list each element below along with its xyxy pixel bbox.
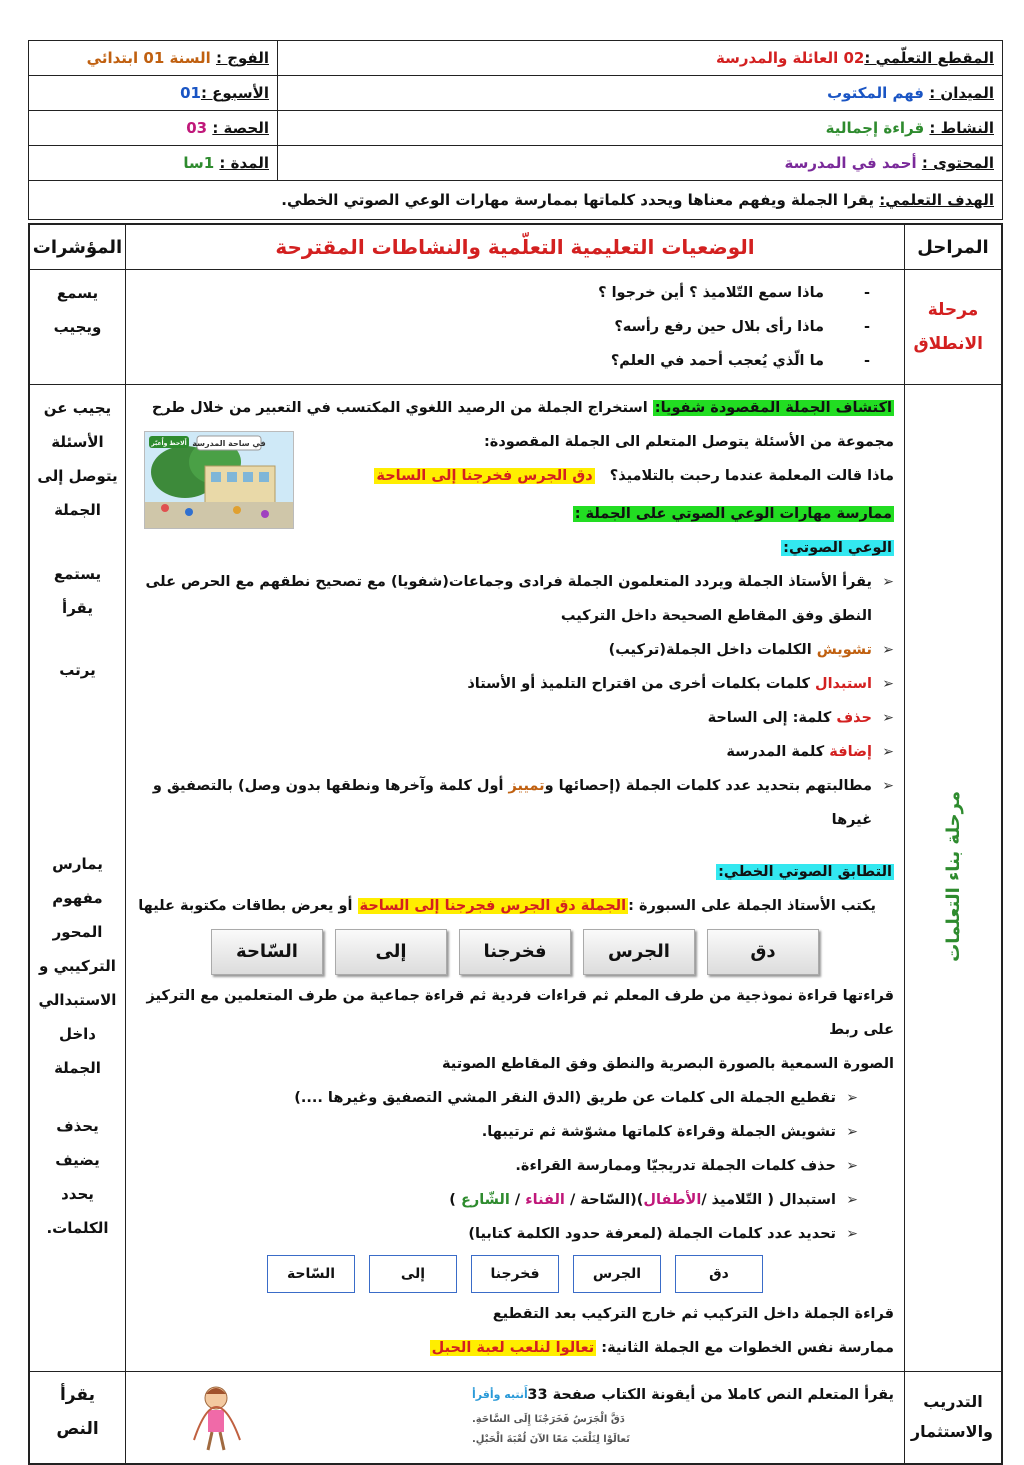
read-text: قراءتها قراءة نموذجية من طرف المعلم ثم قراءات فردية ثم قراءة جماعية من طرف المتعلمين مع التركيز على ربط [146,988,894,1038]
second-sentence: تعالوا لنلعب لعبة الحبل [431,1340,595,1356]
objective-label: الهدف التعلمي: [879,191,994,209]
book-line-1: دَقَّ الْجَرَسُ فَخَرَجْنَا إِلَى السَّاحَةِ. [472,1414,625,1425]
activity-value: قراءة إجمالية [825,119,925,137]
phon-item: ➢ تشويش الكلمات داخل الجملة(تركيب) [136,633,872,667]
phon-title: الوعي الصوتي: [783,540,892,556]
session-value: 03 [186,119,208,137]
word-card-small[interactable]: دق [675,1255,763,1293]
word-cards-large [136,929,894,975]
graph-title: التطابق الصوتي الخطي: [718,864,892,880]
duration-label: المدة : [219,154,269,172]
word-card-small[interactable]: إلى [369,1255,457,1293]
word-card[interactable]: إلى [335,929,447,975]
phon-list [136,565,894,837]
graph-sub-list [136,1081,894,1251]
indicators-header: المؤشرات [29,224,126,270]
phon-item: ➢ يقرأ الأستاذ الجملة ويردد المتعلمون الجملة فرادى وجماعات(شفويا) مع تصحيح نطقهم مع الحرص على النطق وفق المقاطع الصحيحة داخل التركيب [136,565,872,633]
duration-value: 1سا [183,154,215,172]
segment-value: 02 العائلة والمدرسة [715,49,865,67]
word-cards-small [136,1255,894,1293]
session-cell [29,111,278,146]
field-value: فهم المكتوب [827,84,924,102]
phon-item: ➢ استبدال كلمات بكلمات أخرى من اقتراح التلميذ أو الأستاذ [136,667,872,701]
build-activities [126,385,905,1372]
launch-activities [126,270,905,385]
discover-title: اكتشاف الجملة المقصودة شفويا: [654,400,892,416]
week-cell [29,76,278,111]
launch-indicators: يسمع ويجيب [29,270,126,385]
practice-activities [126,1372,905,1464]
week-value: 01 [180,84,201,102]
word-card[interactable]: الجرس [583,929,695,975]
content-cell [278,146,1003,181]
read-text-2: الصورة السمعية بالصورة البصرية والنطق وفق المقاطع الصوتية [442,1056,894,1072]
graph-sub-item: ➢ استبدال ( التّلاميذ /الأطفال)(السّاحة / الفناء / الشّارع ) [136,1183,836,1217]
graph-sub-item: ➢ حذف كلمات الجملة تدريجيّا وممارسة القراءة. [136,1149,836,1183]
phon-item: ➢ حذف كلمة: إلى الساحة [136,701,872,735]
final-text-2: ممارسة نفس الخطوات مع الجملة الثانية: [601,1340,894,1356]
target-sentence: دق الجرس فخرجنا إلى الساحة [376,468,593,484]
lesson-plan-page [28,40,1003,1465]
segment-label: المقطع التعلّمي : [864,49,994,67]
segment-cell [278,41,1003,76]
field-label: الميدان : [929,84,994,102]
book-line-2: تَعالَوْا لِنَلْعَبَ مَعًا الآنَ لُعْبَةَ الْحَبْلِ. [472,1434,630,1445]
objective-cell [29,181,1003,220]
stage-build [905,385,1003,1372]
objective-value: يقرا الجملة ويفهم معناها ويحدد كلماتها بممارسة مهارات الوعي الصوتي الخطي. [281,191,875,209]
teacher-question: ماذا قالت المعلمة عندما رحبت بالتلاميذ؟ [609,468,894,484]
graph-sub-item: ➢ تشويش الجملة وقراءة كلماتها مشوّشة ثم ترتيبها. [136,1115,836,1149]
content-label: المحتوى : [921,154,994,172]
launch-question: - ماذا سمع التّلاميذ ؟ أين خرجوا ؟ [136,276,824,310]
graph-text-2: أو يعرض بطاقات مكتوبة عليها [138,898,353,914]
stage-build-label: مرحلة بناء التعلمات [942,790,964,962]
book-excerpt-image [182,1380,630,1456]
school-badge-text: أَلاحظ وأُعبّر [151,440,187,447]
main-table [28,223,1003,1465]
graph-text: يكتب الأستاذ الجملة على السبورة : [628,898,876,914]
duration-cell [29,146,278,181]
word-card-small[interactable]: فخرجنا [471,1255,559,1293]
graph-sentence: الجملة دق الجرس فجرجنا إلى الساحة [359,898,627,914]
discover-text: استخراج الجملة من الرصيد اللغوي المكتسب في التعبير من خلال طرح [151,400,648,416]
stages-header: المراحل [905,224,1003,270]
phon-practice-title: ممارسة مهارات الوعي الصوتي على الجملة : [574,506,892,522]
field-cell [278,76,1003,111]
school-sign-text: في ساحة المدرسة [192,439,266,448]
week-label: الأسبوع : [200,84,269,102]
practice-indicators: يقرأ النص [29,1372,126,1464]
activity-cell [278,111,1003,146]
content-value: أحمد في المدرسة [784,154,917,172]
school-illustration [144,431,294,529]
build-indicators: يجيب عن الأسئلة يتوصل إلى الجملة يستمع يقرأ يرتب يمارس مفهوم المحور التركيبي و الاستبدالي داخل الجملة يحذف يضيف يحدد الكلمات. [29,385,126,1372]
group-cell [29,41,278,76]
stage-practice: التدريب والاستثمار [905,1372,1003,1464]
phon-item: ➢ إضافة كلمة المدرسة [136,735,872,769]
word-card[interactable]: السّاحة [211,929,323,975]
launch-question: - ماذا رأى بلال حين رفع رأسه؟ [136,310,824,344]
activities-header: الوضعيات التعليمية التعلّمية والنشاطات المقترحة [126,224,905,270]
graph-sub-item: ➢ تحديد عدد كلمات الجملة (لمعرفة حدود الكلمة كتابيا) [136,1217,836,1251]
final-text-1: قراءة الجملة داخل التركيب ثم خارج التركيب بعد التقطيع [492,1306,894,1322]
phon-item: ➢ مطالبتهم بتحديد عدد كلمات الجملة (إحصائها وتمييز أول كلمة وآخرها ونطقها بدون وصل) بالتصفيق و غيرها [136,769,872,837]
graph-sub-item: ➢ تقطيع الجملة الى كلمات عن طريق (الدق النقر المشي التصفيق وغيرها ....) [136,1081,836,1115]
launch-question: - ما الّذي يُعجب أحمد في العلم؟ [136,344,824,378]
word-card-small[interactable]: الجرس [573,1255,661,1293]
group-label: الفوج : [215,49,269,67]
practice-text: يقرأ المتعلم النص كاملا من أيقونة الكتاب صفحة 33 [527,1387,894,1403]
book-title: أَنتبه وأقرأ [472,1388,528,1401]
word-card[interactable]: دق [707,929,819,975]
discover-text-2: مجموعة من الأسئلة يتوصل المتعلم الى الجملة المقصودة: [483,434,894,450]
stage-launch: مرحلة الانطلاق [905,270,1003,385]
word-card-small[interactable]: السّاحة [267,1255,355,1293]
word-card[interactable]: فخرجنا [459,929,571,975]
session-label: الحصة : [212,119,269,137]
launch-question-list [136,276,894,378]
group-value: السنة 01 ابتدائي [86,49,211,67]
header-table [28,40,1003,220]
activity-label: النشاط : [929,119,994,137]
